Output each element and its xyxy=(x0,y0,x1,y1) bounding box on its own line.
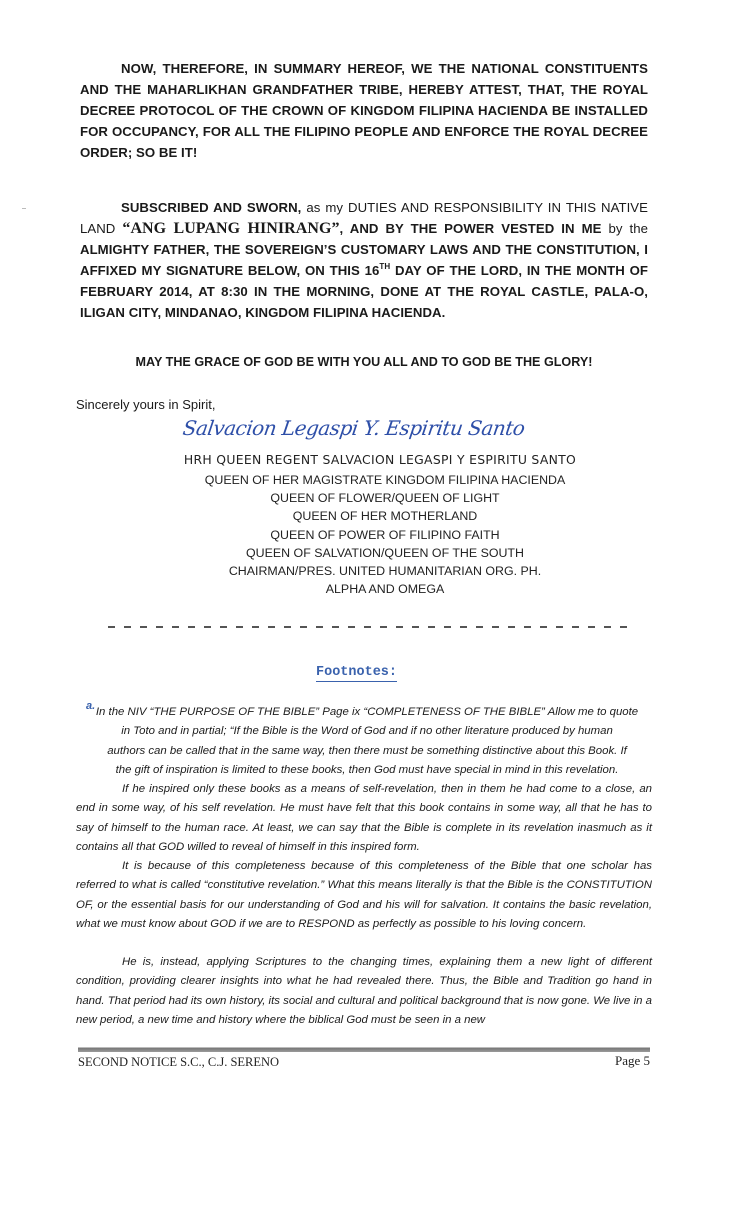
signer-title: CHAIRMAN/PRES. UNITED HUMANITARIAN ORG. PH. xyxy=(228,564,542,579)
footnote-paragraph-text: He is, instead, applying Scriptures to the changing times, explaining them a new light of different condition, providing clearer insights into what he had revealed there. Thus, the Bible and Tradition go hand in hand. That period had its own history, its social and cultural and political background that is now gone. We live in a new period, a new time and history where the biblical God must be seen in a new xyxy=(76,956,652,1026)
signer-name: HRH QUEEN REGENT SALVACION LEGASPI Y ESPIRITU SANTO xyxy=(183,452,577,467)
sworn-part1: as my DUTIES AND RESPONSIBILITY IN THIS NATIVE LAND xyxy=(80,200,648,236)
closing-blessing: MAY THE GRACE OF GOD BE WITH YOU ALL AND TO GOD BE THE GLORY! xyxy=(135,355,593,369)
signer-title: QUEEN OF SALVATION/QUEEN OF THE SOUTH xyxy=(246,545,524,560)
sworn-lead: SUBSCRIBED AND SWORN, xyxy=(121,200,302,215)
footer-rule xyxy=(78,1047,650,1052)
dashed-divider xyxy=(108,626,628,628)
footnote-paragraph xyxy=(76,857,652,934)
footnote-intro-line: authors can be called that in the same way, then there must be something distinctive about this Book. If xyxy=(107,744,627,757)
footnote-paragraph xyxy=(76,780,652,857)
sworn-paragraph xyxy=(80,197,648,323)
sincerely-line: Sincerely yours in Spirit, xyxy=(76,397,216,412)
signer-titles xyxy=(120,471,650,598)
handwritten-signature: Salvacion Legaspi Y. Espiritu Santo xyxy=(181,416,527,440)
sworn-part5: DAY OF THE LORD, IN THE MONTH OF FEBRUARY 2014, AT 8:30 IN THE MORNING, DONE AT THE ROYAL CASTLE, PALA-O, ILIGAN CITY, MINDANAO, KINGDOM FILIPINA HACIENDA. xyxy=(80,263,648,320)
summary-paragraph xyxy=(80,58,648,163)
sworn-part2: , AND BY THE POWER VESTED IN ME xyxy=(339,221,609,236)
footnote-paragraph-text: If he inspired only these books as a means of self-revelation, then in them he had come to a close, an end in some way, of his self revelation. He must have felt that this book contains in some way, all that he has to say of himself to the human race. At least, we can say that the Bible is complete in its revelation inasmuch as it contains all that GOD willed to reveal of himself in this inspired form. xyxy=(76,783,652,853)
scan-mark xyxy=(22,208,26,209)
summary-text: NOW, THEREFORE, IN SUMMARY HEREOF, WE THE NATIONAL CONSTITUENTS AND THE MAHARLIKHAN GRANDFATHER TRIBE, HEREBY ATTEST, THAT, THE ROYAL DECREE PROTOCOL OF THE CROWN OF KINGDOM FILIPINA HACIENDA BE INSTALLED FOR OCCUPANCY, FOR ALL THE FILIPINO PEOPLE AND ENFORCE THE ROYAL DECREE ORDER; SO BE IT! xyxy=(80,61,648,160)
footnotes-heading: Footnotes: xyxy=(316,665,398,680)
land-name: “ANG LUPANG HINIRANG” xyxy=(122,220,340,237)
footnote-intro xyxy=(82,703,652,780)
signer-title: QUEEN OF HER MOTHERLAND xyxy=(292,509,478,524)
footnote-paragraph-text: It is because of this completeness because of this completeness of the Bible that one scholar has referred to what is called “constitutive revelation.” What this means literally is that the Bible is the CONSTITUTION OF, or the essential basis for our understanding of God and his will for salvation. It contains the basic revelation, what we must know about GOD if we are to RESPOND as perfectly as possible to his loving concern. xyxy=(76,860,652,930)
page-number: Page 5 xyxy=(614,1053,650,1068)
sworn-part3: by the xyxy=(608,221,648,236)
footnote-intro-line: in Toto and in partial; “If the Bible is the Word of God and if no other literature produced by human xyxy=(121,725,613,738)
signer-title: ALPHA AND OMEGA xyxy=(325,582,445,597)
signer-title: QUEEN OF POWER OF FILIPINO FAITH xyxy=(270,527,500,542)
footnote-intro-line: In the NIV “THE PURPOSE OF THE BIBLE” Page ix “COMPLETENESS OF THE BIBLE” Allow me to quote xyxy=(95,706,639,718)
signer-title: QUEEN OF FLOWER/QUEEN OF LIGHT xyxy=(270,491,500,506)
footnote-paragraph xyxy=(76,953,652,1030)
footer-title: SECOND NOTICE S.C., C.J. SERENO xyxy=(78,1055,280,1069)
footnote-intro-line: the gift of inspiration is limited to these books, then God must have special in mind in this revelation. xyxy=(115,763,619,776)
footnote-marker: a. xyxy=(86,700,96,712)
sworn-part4: ALMIGHTY FATHER, THE SOVEREIGN’S CUSTOMARY LAWS AND THE CONSTITUTION, I AFFIXED MY SIGNATURE BELOW, ON THIS 16 xyxy=(80,242,648,278)
signer-title: QUEEN OF HER MAGISTRATE KINGDOM FILIPINA HACIENDA xyxy=(204,473,566,487)
day-suffix: TH xyxy=(379,262,391,271)
